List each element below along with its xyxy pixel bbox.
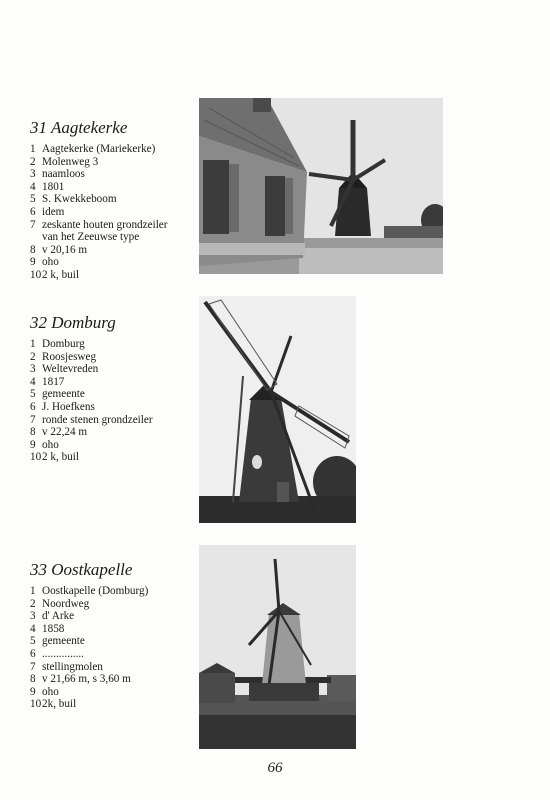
- item-number: 7: [30, 218, 36, 231]
- list-item: [30, 388, 200, 401]
- list-item: [30, 338, 200, 351]
- item-value: stellingmolen: [42, 660, 103, 673]
- item-value: 1858: [42, 622, 65, 635]
- list-item: [30, 610, 200, 623]
- list-item: [30, 231, 200, 244]
- entry-31: [30, 118, 200, 282]
- item-value: 2 k, buil: [42, 268, 79, 281]
- item-value: 1801: [42, 180, 65, 193]
- item-number: 2: [30, 155, 36, 168]
- item-number: 1: [30, 338, 36, 350]
- item-number: 8: [30, 426, 36, 439]
- list-item: [30, 426, 200, 439]
- windmill-photo-oostkapelle: [199, 545, 356, 749]
- list-item: [30, 156, 200, 169]
- entry-title: 32 Domburg: [30, 313, 116, 332]
- item-value: S. Kwekkeboom: [42, 193, 117, 206]
- item-value: Weltevreden: [42, 363, 99, 376]
- entry-title: 31 Aagtekerke: [30, 118, 128, 137]
- item-number: 2: [30, 597, 36, 610]
- list-item: [30, 585, 200, 598]
- list-item: [30, 451, 200, 464]
- item-value: Aagtekerke (Mariekerke): [42, 143, 156, 155]
- list-item: [30, 363, 200, 376]
- item-value: v 22,24 m: [42, 426, 88, 439]
- item-number: 3: [30, 610, 36, 623]
- item-value: gemeente: [42, 388, 85, 401]
- item-value: 2k, buil: [42, 698, 77, 711]
- item-value: ronde stenen grondzeiler: [42, 413, 153, 426]
- list-item: [30, 673, 200, 686]
- item-number: 6: [30, 400, 36, 413]
- item-number: 10: [30, 698, 42, 711]
- item-value: d' Arke: [42, 610, 75, 623]
- list-item: [30, 648, 200, 661]
- item-number: 6: [30, 647, 36, 660]
- item-number: 8: [30, 673, 36, 686]
- list-item: [30, 244, 200, 257]
- item-number: 4: [30, 375, 36, 388]
- entry-title: 33 Oostkapelle: [30, 560, 133, 579]
- list-item: [30, 168, 200, 181]
- list-item: [30, 414, 200, 427]
- item-number: 1: [30, 143, 36, 155]
- item-number: [30, 231, 42, 244]
- item-value: Roosjesweg: [42, 350, 97, 363]
- item-number: 4: [30, 180, 36, 193]
- item-number: 2: [30, 350, 36, 363]
- item-number: 5: [30, 388, 36, 401]
- item-value: v 20,16 m: [42, 243, 88, 256]
- list-item: [30, 686, 200, 699]
- item-value: Noordweg: [42, 597, 90, 610]
- item-value: v 21,66 m, s 3,60 m: [42, 673, 131, 686]
- item-number: 1: [30, 585, 36, 597]
- list-item: [30, 598, 200, 611]
- item-value: ...............: [42, 647, 84, 660]
- list-item: [30, 439, 200, 452]
- list-item: [30, 661, 200, 674]
- list-item: [30, 351, 200, 364]
- list-item: [30, 376, 200, 389]
- list-item: [30, 143, 200, 156]
- item-number: 10: [30, 451, 42, 464]
- list-item: [30, 193, 200, 206]
- item-value: 1817: [42, 375, 65, 388]
- list-item: [30, 635, 200, 648]
- list-item: [30, 698, 200, 711]
- item-number: 5: [30, 635, 36, 648]
- windmill-photo-aagtekerke: [199, 98, 443, 274]
- item-value: oho: [42, 438, 59, 451]
- item-number: 5: [30, 193, 36, 206]
- list-item: [30, 219, 200, 232]
- item-number: 9: [30, 256, 36, 269]
- item-number: 7: [30, 660, 36, 673]
- item-value: J. Hoefkens: [42, 400, 95, 413]
- item-value: Domburg: [42, 338, 85, 350]
- item-number: 6: [30, 205, 36, 218]
- item-number: 7: [30, 413, 36, 426]
- item-value: Oostkapelle (Domburg): [42, 585, 149, 597]
- item-value: van het Zeeuwse type: [42, 231, 140, 244]
- item-number: 3: [30, 168, 36, 181]
- list-item: [30, 401, 200, 414]
- entry-33: [30, 560, 200, 711]
- item-number: 9: [30, 438, 36, 451]
- item-number: 4: [30, 622, 36, 635]
- entry-32: [30, 313, 200, 464]
- item-number: 8: [30, 243, 36, 256]
- list-item: [30, 623, 200, 636]
- item-number: 9: [30, 685, 36, 698]
- item-value: Molenweg 3: [42, 155, 99, 168]
- list-item: [30, 206, 200, 219]
- item-value: oho: [42, 685, 59, 698]
- page-number: 66: [267, 760, 283, 776]
- item-value: oho: [42, 256, 59, 269]
- item-value: 2 k, buil: [42, 451, 79, 464]
- list-item: [30, 181, 200, 194]
- list-item: [30, 256, 200, 269]
- item-value: idem: [42, 205, 65, 218]
- item-value: gemeente: [42, 635, 85, 648]
- list-item: [30, 269, 200, 282]
- item-value: naamloos: [42, 168, 85, 181]
- item-number: 3: [30, 363, 36, 376]
- windmill-photo-domburg: [199, 296, 356, 523]
- item-number: 10: [30, 268, 42, 281]
- item-value: zeskante houten grondzeiler: [42, 218, 168, 231]
